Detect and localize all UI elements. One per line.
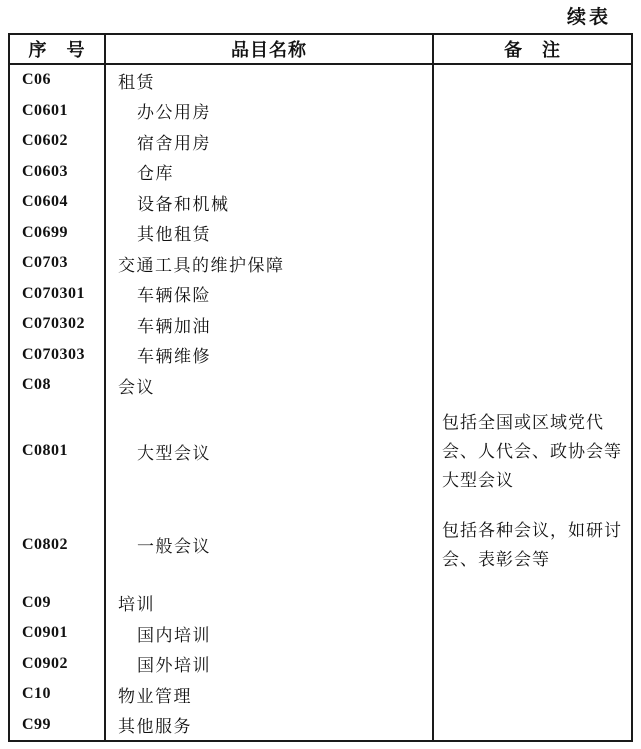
remark-cell — [434, 588, 631, 619]
remark-cell — [434, 218, 631, 249]
name-cell: 车辆维修 — [106, 340, 434, 371]
code-cell: C99 — [10, 710, 106, 741]
table-row — [10, 65, 631, 96]
table-body — [10, 65, 631, 740]
table-row — [10, 126, 631, 157]
name-cell: 国内培训 — [106, 618, 434, 649]
name-cell: 租赁 — [106, 65, 434, 96]
table-row — [10, 309, 631, 340]
code-cell: C0902 — [10, 649, 106, 680]
code-cell: C06 — [10, 65, 106, 96]
remark-cell — [434, 96, 631, 127]
table-row — [10, 679, 631, 710]
name-cell: 交通工具的维护保障 — [106, 248, 434, 279]
name-cell: 车辆保险 — [106, 279, 434, 310]
remark-cell — [434, 340, 631, 371]
name-cell: 其他服务 — [106, 710, 434, 741]
remark-cell — [434, 649, 631, 680]
remark-cell — [434, 309, 631, 340]
name-cell: 其他租赁 — [106, 218, 434, 249]
remark-cell — [434, 679, 631, 710]
header-item-name: 品目名称 — [106, 35, 434, 63]
remark-cell — [434, 157, 631, 188]
code-cell: C070303 — [10, 340, 106, 371]
table-row — [10, 710, 631, 741]
name-cell: 物业管理 — [106, 679, 434, 710]
name-cell: 宿舍用房 — [106, 126, 434, 157]
name-cell: 车辆加油 — [106, 309, 434, 340]
table-row — [10, 588, 631, 619]
code-cell: C09 — [10, 588, 106, 619]
code-cell: C0603 — [10, 157, 106, 188]
code-cell: C0699 — [10, 218, 106, 249]
name-cell: 设备和机械 — [106, 187, 434, 218]
remark-cell — [434, 65, 631, 96]
remark-cell — [434, 279, 631, 310]
continuation-table-label: 续表 — [566, 7, 611, 28]
table-row — [10, 279, 631, 310]
table-row — [10, 157, 631, 188]
remark-cell — [434, 618, 631, 649]
remark-cell — [434, 710, 631, 741]
table-row — [10, 218, 631, 249]
table-row — [10, 340, 631, 371]
code-cell: C0601 — [10, 96, 106, 127]
remark-cell — [434, 187, 631, 218]
code-cell: C0703 — [10, 248, 106, 279]
table-row — [10, 248, 631, 279]
remark-cell: 包括各种会议，如研讨会、表彰会等 — [442, 520, 622, 569]
code-cell: C070301 — [10, 279, 106, 310]
code-cell: C10 — [10, 679, 106, 710]
table-row — [10, 502, 631, 588]
table-row — [10, 370, 631, 401]
code-cell: C0602 — [10, 126, 106, 157]
table-header-row — [10, 35, 631, 65]
table-row — [10, 618, 631, 649]
code-cell: C0802 — [10, 502, 106, 588]
table-row — [10, 649, 631, 680]
code-cell: C0801 — [10, 401, 106, 502]
name-cell: 培训 — [106, 588, 434, 619]
table-row — [10, 187, 631, 218]
classification-table — [8, 33, 633, 742]
table-row — [10, 401, 631, 502]
remark-cell — [434, 126, 631, 157]
remark-cell: 包括全国或区域党代会、人代会、政协会等大型会议 — [442, 412, 622, 490]
remark-cell — [434, 370, 631, 401]
remark-cell — [434, 248, 631, 279]
name-cell: 大型会议 — [106, 401, 434, 502]
code-cell: C0604 — [10, 187, 106, 218]
header-serial-number: 序 号 — [10, 35, 106, 63]
name-cell: 办公用房 — [106, 96, 434, 127]
code-cell: C0901 — [10, 618, 106, 649]
header-remarks: 备 注 — [504, 40, 561, 60]
table-row — [10, 96, 631, 127]
code-cell: C08 — [10, 370, 106, 401]
code-cell: C070302 — [10, 309, 106, 340]
name-cell: 国外培训 — [106, 649, 434, 680]
name-cell: 仓库 — [106, 157, 434, 188]
name-cell: 一般会议 — [106, 502, 434, 588]
name-cell: 会议 — [106, 370, 434, 401]
